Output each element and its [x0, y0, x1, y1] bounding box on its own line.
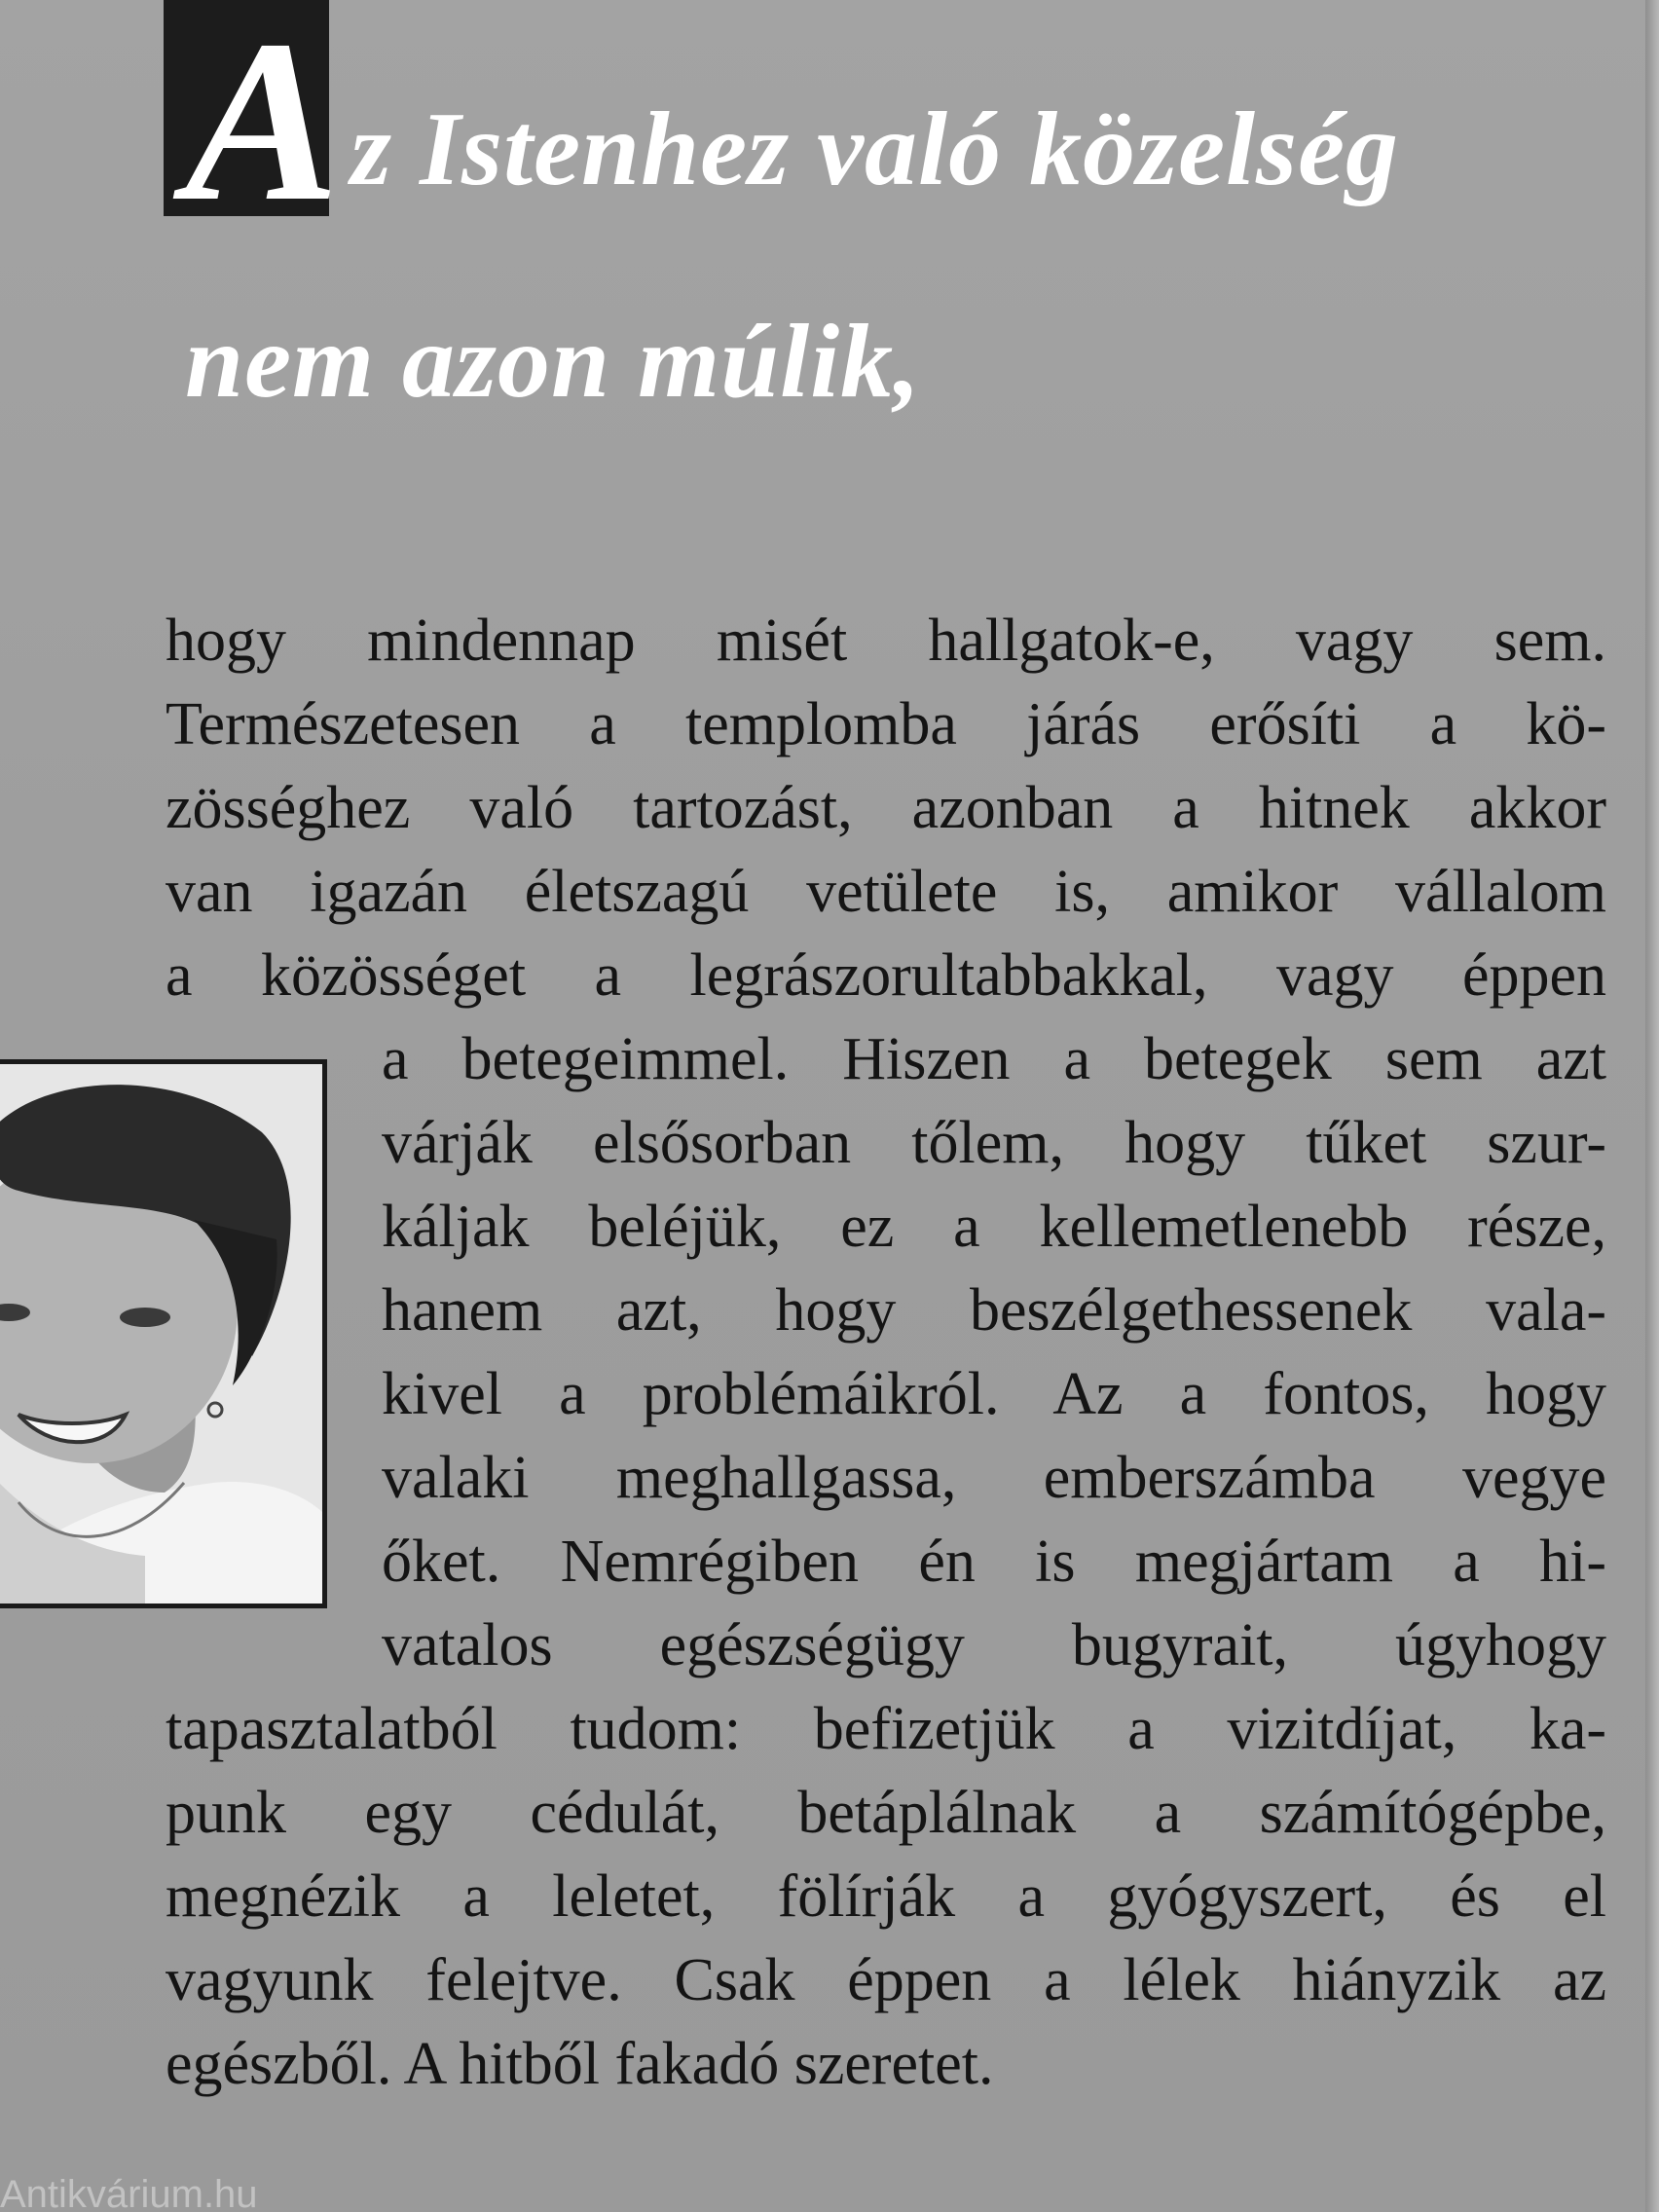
body-line: őket. Nemrégiben én is megjártam a hi- [382, 1529, 1606, 1595]
portrait-illustration [0, 1064, 322, 1604]
author-portrait-photo [0, 1059, 327, 1608]
body-line: vagyunk felejtve. Csak éppen a lélek hiányzik az [166, 1947, 1606, 2013]
heading-line-1: z Istenhez való közelség [350, 92, 1399, 207]
body-line: punk egy cédulát, betáplálnak a számítógépbe, [166, 1780, 1606, 1846]
heading-dropcap: A [185, 0, 340, 249]
body-line: káljak beléjük, ez a kellemetlenebb része, [382, 1194, 1606, 1260]
body-line: Természetesen a templomba járás erősíti a kö- [166, 691, 1606, 757]
body-line: vatalos egészségügy bugyrait, úgyhogy [382, 1612, 1606, 1678]
body-line: a betegeimmel. Hiszen a betegek sem azt [382, 1026, 1606, 1092]
body-line: zösséghez való tartozást, azonban a hitnek akkor [166, 775, 1606, 841]
watermark-text: Antikvárium.hu [0, 2173, 258, 2212]
body-line: megnézik a leletet, fölírják a gyógyszert, és el [166, 1863, 1606, 1930]
body-line: a közösséget a legrászorultabbakkal, vagy éppen [166, 942, 1606, 1009]
body-line: hanem azt, hogy beszélgethessenek vala- [382, 1277, 1606, 1344]
heading-line-2: nem azon múlik, [185, 304, 922, 420]
body-line: kivel a problémáikról. Az a fontos, hogy [382, 1361, 1606, 1427]
body-line: hogy mindennap misét hallgatok-e, vagy sem. [166, 608, 1606, 674]
body-line: van igazán életszagú vetülete is, amikor vállalom [166, 859, 1606, 925]
body-line: valaki meghallgassa, emberszámba vegye [382, 1445, 1606, 1511]
body-line: egészből. A hitből fakadó szeretet. [166, 2031, 994, 2097]
body-line: tapasztalatból tudom: befizetjük a vizitdíjat, ka- [166, 1696, 1606, 1762]
body-line: várják elsősorban tőlem, hogy tűket szur- [382, 1110, 1606, 1176]
page-edge [1645, 0, 1659, 2212]
